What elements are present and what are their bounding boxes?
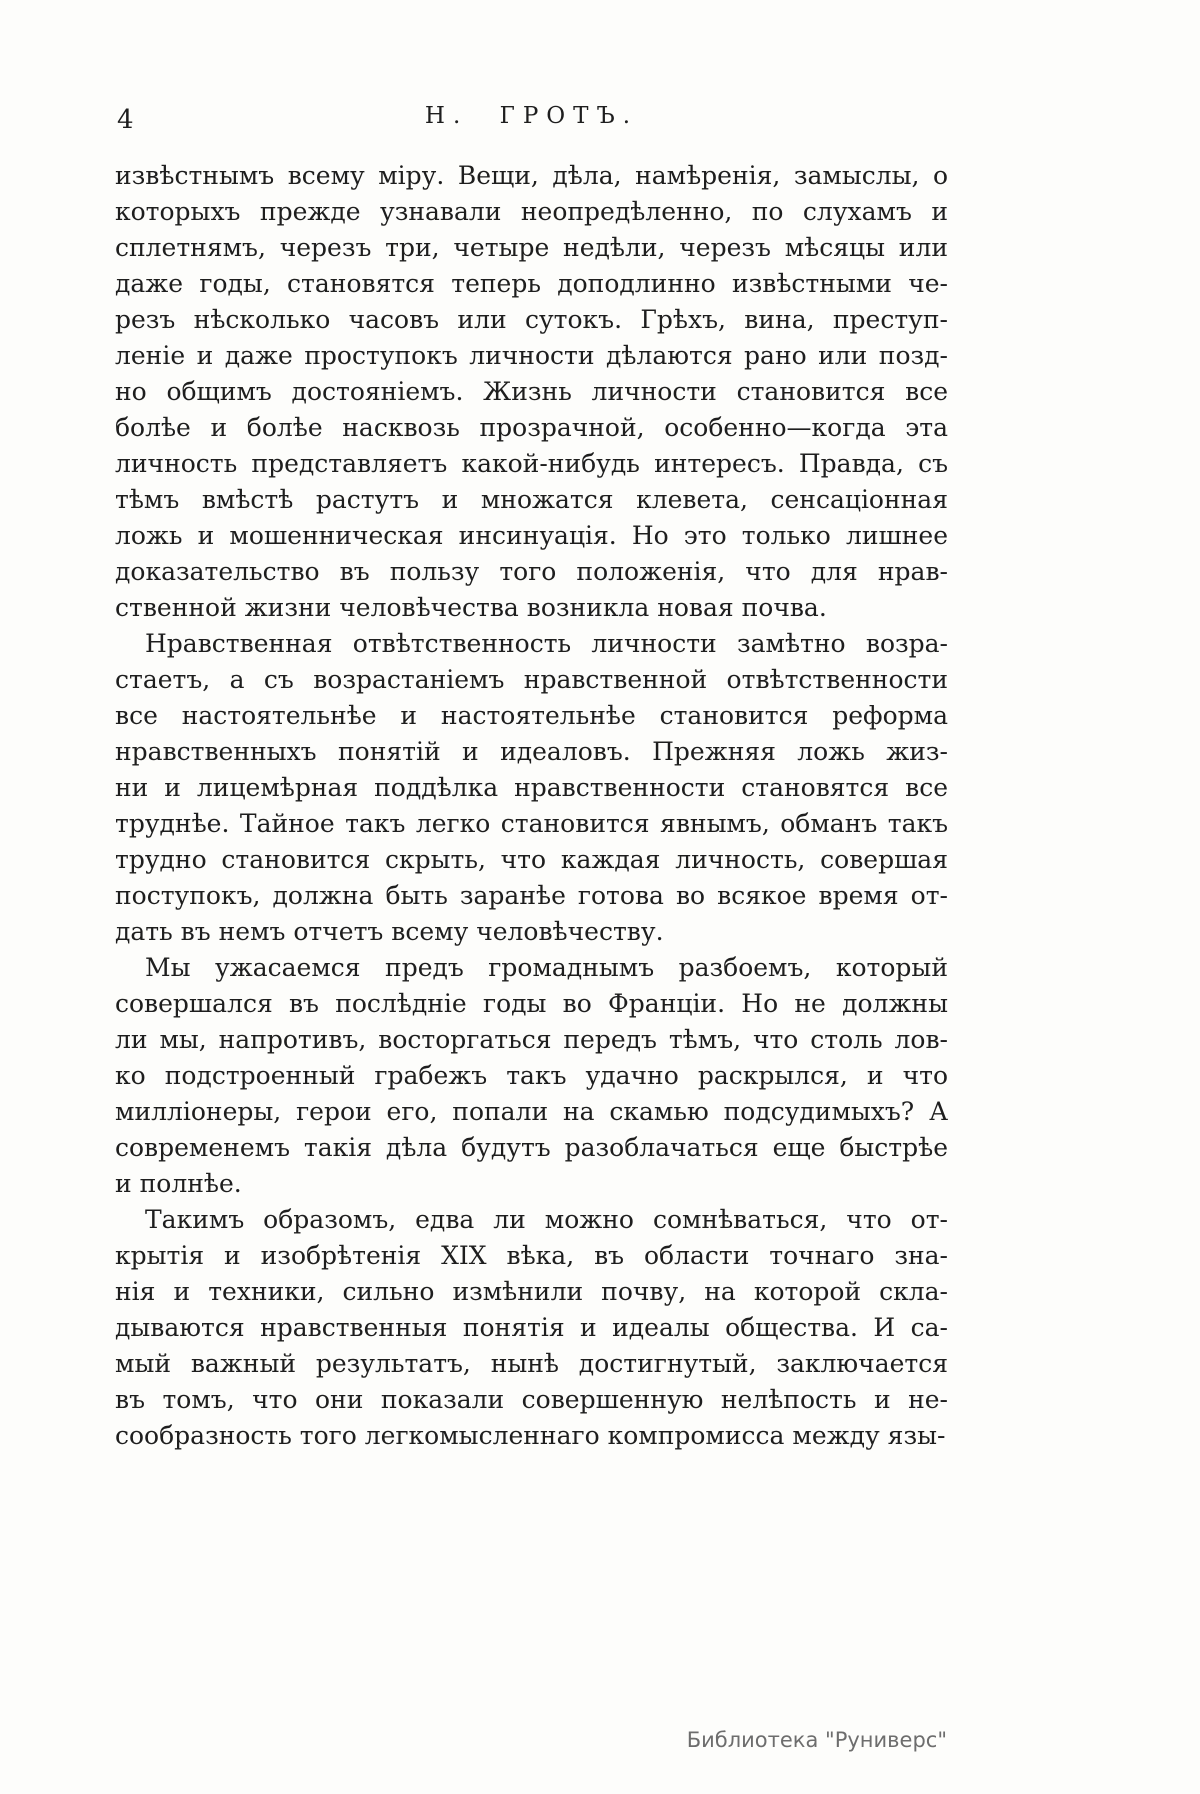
text-line: современемъ такія дѣла будутъ разоблачаться еще быстрѣе bbox=[115, 1133, 948, 1162]
paragraph bbox=[115, 950, 948, 1202]
text-line: трудно становится скрыть, что каждая личность, совершая bbox=[115, 845, 948, 874]
text-line: леніе и даже проступокъ личности дѣлаются рано или позд- bbox=[115, 341, 948, 370]
text-line: ни и лицемѣрная поддѣлка нравственности становятся все bbox=[115, 773, 948, 802]
text-line: ко подстроенный грабежъ такъ удачно раскрылся, и что bbox=[115, 1061, 948, 1090]
text-line: тѣмъ вмѣстѣ растутъ и множатся клевета, сенсаціонная bbox=[115, 485, 948, 514]
text-line: поступокъ, должна быть заранѣе готова во всякое время от- bbox=[115, 881, 948, 910]
text-line: извѣстнымъ всему міру. Вещи, дѣла, намѣренія, замыслы, о bbox=[115, 161, 948, 190]
text-line: стаетъ, а съ возрастаніемъ нравственной отвѣтственности bbox=[115, 665, 948, 694]
paragraph bbox=[115, 1202, 948, 1454]
page-number: 4 bbox=[117, 105, 134, 135]
text-line: Такимъ образомъ, едва ли можно сомнѣваться, что от- bbox=[145, 1205, 948, 1234]
text-line: все настоятельнѣе и настоятельнѣе становится реформа bbox=[115, 701, 948, 730]
text-line: и полнѣе. bbox=[115, 1169, 242, 1198]
text-line: мый важный результатъ, нынѣ достигнутый, заключается bbox=[115, 1349, 948, 1378]
text-block bbox=[115, 158, 948, 1454]
running-header: Н. ГРОТЪ. bbox=[424, 103, 639, 129]
text-line: ственной жизни человѣчества возникла новая почва. bbox=[115, 593, 827, 622]
text-line: сплетнямъ, черезъ три, четыре недѣли, черезъ мѣсяцы или bbox=[115, 233, 948, 262]
text-line: ли мы, напротивъ, восторгаться передъ тѣмъ, что столь лов- bbox=[115, 1025, 948, 1054]
text-line: резъ нѣсколько часовъ или сутокъ. Грѣхъ, вина, преступ- bbox=[115, 305, 948, 334]
text-line: доказательство въ пользу того положенія, что для нрав- bbox=[115, 557, 948, 586]
text-line: ложь и мошенническая инсинуація. Но это только лишнее bbox=[115, 521, 948, 550]
text-line: но общимъ достояніемъ. Жизнь личности становится все bbox=[115, 377, 948, 406]
page-header bbox=[115, 103, 948, 137]
text-line: дать въ немъ отчетъ всему человѣчеству. bbox=[115, 917, 664, 946]
text-line: нія и техники, сильно измѣнили почву, на которой скла- bbox=[115, 1277, 948, 1306]
text-line: даже годы, становятся теперь доподлинно извѣстными че- bbox=[115, 269, 948, 298]
text-line: сообразность того легкомысленнаго компромисса между язы- bbox=[115, 1421, 946, 1450]
text-line: крытія и изобрѣтенія XIX вѣка, въ области точнаго зна- bbox=[115, 1241, 948, 1270]
text-line: личность представляетъ какой-нибудь интересъ. Правда, съ bbox=[115, 449, 948, 478]
paragraph bbox=[115, 626, 948, 950]
text-line: въ томъ, что они показали совершенную нелѣпость и не- bbox=[115, 1385, 948, 1414]
text-line: Нравственная отвѣтственность личности замѣтно возра- bbox=[145, 629, 948, 658]
text-line: нравственныхъ понятій и идеаловъ. Прежняя ложь жиз- bbox=[115, 737, 948, 766]
text-line: труднѣе. Тайное такъ легко становится явнымъ, обманъ такъ bbox=[115, 809, 948, 838]
text-line: совершался въ послѣдніе годы во Франціи. Но не должны bbox=[115, 989, 948, 1018]
text-line: Мы ужасаемся предъ громаднымъ разбоемъ, который bbox=[145, 953, 948, 982]
text-line: которыхъ прежде узнавали неопредѣленно, по слухамъ и bbox=[115, 197, 948, 226]
paragraph bbox=[115, 158, 948, 626]
text-line: болѣе и болѣе насквозь прозрачной, особенно—когда эта bbox=[115, 413, 948, 442]
text-line: милліонеры, герои его, попали на скамью подсудимыхъ? А bbox=[115, 1097, 948, 1126]
library-watermark: Библиотека "Руниверс" bbox=[686, 1728, 947, 1752]
text-line: дываются нравственныя понятія и идеалы общества. И са- bbox=[115, 1313, 948, 1342]
